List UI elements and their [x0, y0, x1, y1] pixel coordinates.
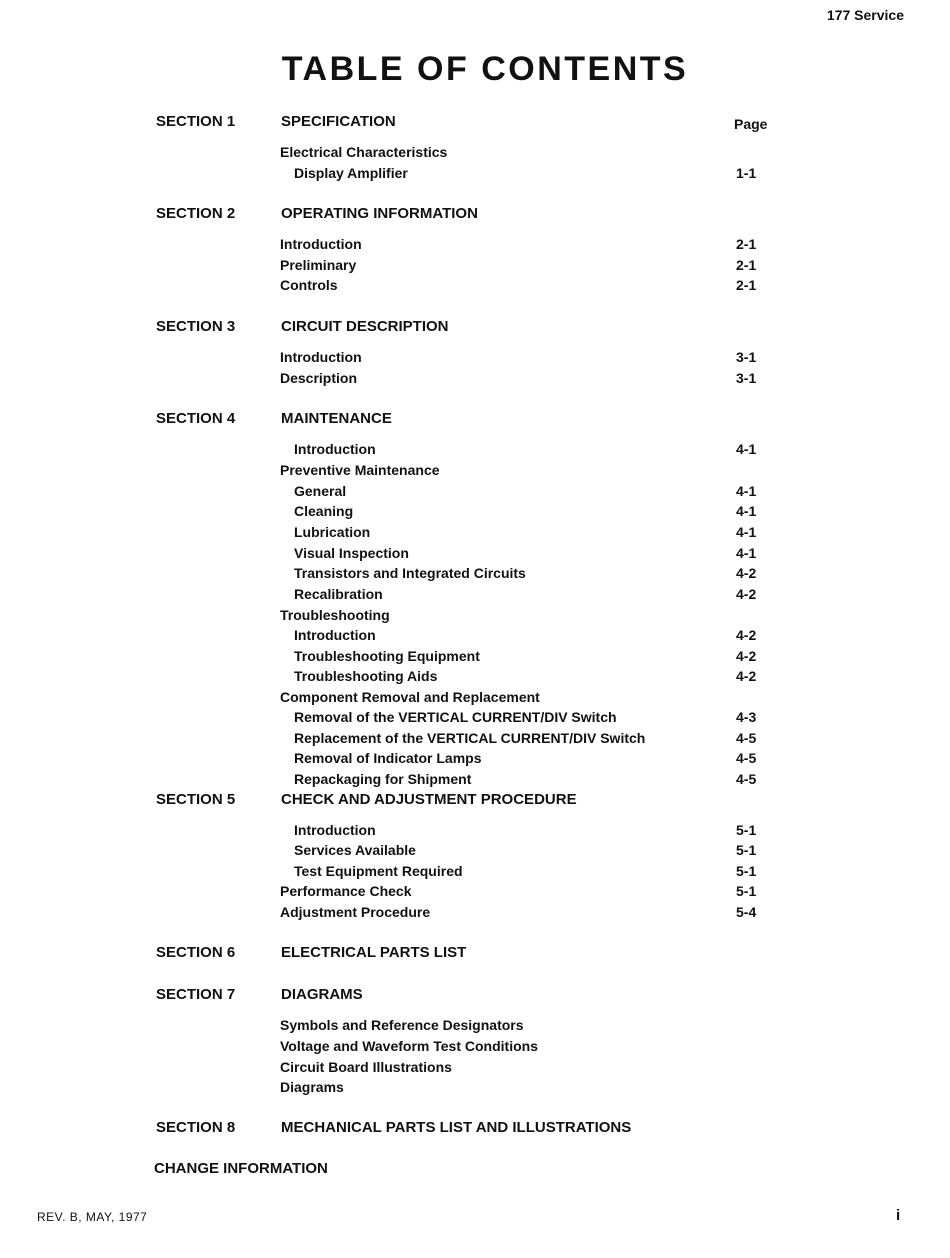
toc-entry [294, 822, 760, 842]
toc-entry-title: Replacement of the VERTICAL CURRENT/DIV Switch [294, 730, 646, 746]
toc-entry-page: 1-1 [736, 165, 757, 181]
toc-entry-page: 5-1 [736, 842, 757, 858]
toc-entry-title: Introduction [294, 441, 376, 457]
section-label: SECTION 7 [156, 986, 236, 1003]
toc-entry-title: Electrical Characteristics [280, 144, 448, 160]
section-label: SECTION 1 [156, 113, 236, 130]
section-label: SECTION 8 [156, 1119, 236, 1136]
toc-entry-page: 4-3 [736, 709, 757, 725]
toc-entry-page: 5-4 [736, 904, 757, 920]
toc-entry [280, 883, 760, 903]
toc-entry-title: Recalibration [294, 586, 383, 602]
toc-entry-page: 4-1 [736, 524, 757, 540]
revision-footer: REV. B, MAY, 1977 [37, 1210, 148, 1224]
toc-entry-title: Test Equipment Required [294, 863, 463, 879]
section-label: SECTION 6 [156, 944, 236, 961]
toc-entry [294, 648, 760, 668]
toc-entry [280, 904, 760, 924]
document-name: 177 Service [826, 7, 904, 23]
toc-entry-title: Component Removal and Replacement [280, 689, 540, 705]
toc-entry [294, 524, 760, 544]
toc-entry-title: General [294, 483, 347, 499]
change-information-heading: CHANGE INFORMATION [154, 1160, 328, 1177]
section-title: CHECK AND ADJUSTMENT PROCEDURE [281, 791, 577, 808]
toc-entry [294, 709, 760, 729]
toc-entry-page: 4-1 [736, 483, 757, 499]
toc-entry-title: Troubleshooting Equipment [294, 648, 480, 664]
toc-entry-title: Visual Inspection [294, 545, 409, 561]
toc-entry [294, 483, 760, 503]
section-title: MAINTENANCE [281, 410, 392, 427]
section-label: SECTION 5 [156, 791, 236, 808]
toc-entry [280, 607, 760, 627]
toc-entry-title: Circuit Board Illustrations [280, 1059, 452, 1075]
toc-entry-page: 4-2 [736, 565, 757, 581]
toc-entry [294, 441, 760, 461]
toc-entry-page: 4-2 [736, 648, 757, 664]
toc-entry-page: 4-1 [736, 441, 757, 457]
toc-entry [280, 1059, 760, 1079]
page-title: TABLE OF CONTENTS [281, 50, 689, 88]
toc-entry [280, 144, 760, 164]
toc-entry-page: 3-1 [736, 370, 757, 386]
toc-entry-title: Diagrams [280, 1079, 344, 1095]
toc-entry-title: Removal of Indicator Lamps [294, 750, 482, 766]
toc-entry-title: Voltage and Waveform Test Conditions [280, 1038, 538, 1054]
section-title: SPECIFICATION [281, 113, 396, 130]
page-column-label: Page [734, 116, 768, 132]
section-title: CIRCUIT DESCRIPTION [281, 318, 449, 335]
toc-entry-title: Description [280, 370, 358, 386]
toc-entry-title: Preventive Maintenance [280, 462, 440, 478]
toc-entry-title: Repackaging for Shipment [294, 771, 472, 787]
toc-entry-page: 3-1 [736, 349, 757, 365]
toc-entry-page: 4-2 [736, 668, 757, 684]
toc-entry-title: Transistors and Integrated Circuits [294, 565, 526, 581]
toc-entry-page: 4-1 [736, 503, 757, 519]
toc-entry-page: 5-1 [736, 883, 757, 899]
section-title: ELECTRICAL PARTS LIST [281, 944, 467, 961]
section-title: MECHANICAL PARTS LIST AND ILLUSTRATIONS [281, 1119, 632, 1136]
toc-entry [294, 627, 760, 647]
toc-entry-title: Introduction [280, 236, 362, 252]
section-label: SECTION 2 [156, 205, 236, 222]
toc-entry [280, 1038, 760, 1058]
section-title: OPERATING INFORMATION [281, 205, 478, 222]
page-number: i [896, 1207, 901, 1224]
toc-entry-title: Preliminary [280, 257, 357, 273]
toc-entry-page: 4-2 [736, 586, 757, 602]
toc-entry [280, 349, 760, 369]
toc-entry-title: Introduction [294, 627, 376, 643]
toc-entry-page: 4-5 [736, 750, 757, 766]
toc-entry [294, 565, 760, 585]
toc-entry [280, 370, 760, 390]
toc-entry-page: 4-1 [736, 545, 757, 561]
toc-entry-title: Cleaning [294, 503, 354, 519]
toc-entry [280, 1079, 760, 1099]
toc-entry [294, 771, 760, 791]
toc-entry [280, 257, 760, 277]
toc-entry-title: Lubrication [294, 524, 371, 540]
section-label: SECTION 3 [156, 318, 236, 335]
toc-entry-page: 5-1 [736, 863, 757, 879]
toc-entry-title: Services Available [294, 842, 416, 858]
toc-entry [294, 750, 760, 770]
toc-entry-title: Introduction [280, 349, 362, 365]
toc-entry [294, 730, 760, 750]
toc-entry-title: Troubleshooting Aids [294, 668, 438, 684]
section-title: DIAGRAMS [281, 986, 363, 1003]
toc-entry [294, 842, 760, 862]
toc-entry-page: 2-1 [736, 277, 757, 293]
toc-entry [280, 1017, 760, 1037]
toc-entry-page: 4-2 [736, 627, 757, 643]
toc-entry [280, 462, 760, 482]
toc-entry-page: 4-5 [736, 771, 757, 787]
toc-entry [294, 863, 760, 883]
toc-entry-page: 2-1 [736, 257, 757, 273]
toc-entry-title: Controls [280, 277, 338, 293]
toc-entry-page: 5-1 [736, 822, 757, 838]
toc-entry-title: Removal of the VERTICAL CURRENT/DIV Switch [294, 709, 617, 725]
toc-entry [294, 586, 760, 606]
toc-entry-title: Troubleshooting [280, 607, 390, 623]
toc-entry-title: Adjustment Procedure [280, 904, 431, 920]
toc-entry-title: Performance Check [280, 883, 412, 899]
toc-entry-title: Introduction [294, 822, 376, 838]
toc-entry [280, 236, 760, 256]
toc-entry [280, 689, 760, 709]
toc-entry-title: Display Amplifier [294, 165, 408, 181]
toc-entry-page: 2-1 [736, 236, 757, 252]
toc-entry [294, 165, 760, 185]
toc-entry [294, 668, 760, 688]
section-label: SECTION 4 [156, 410, 236, 427]
toc-entry [294, 545, 760, 565]
toc-entry [294, 503, 760, 523]
toc-entry-page: 4-5 [736, 730, 757, 746]
toc-entry-title: Symbols and Reference Designators [280, 1017, 524, 1033]
toc-entry [280, 277, 760, 297]
